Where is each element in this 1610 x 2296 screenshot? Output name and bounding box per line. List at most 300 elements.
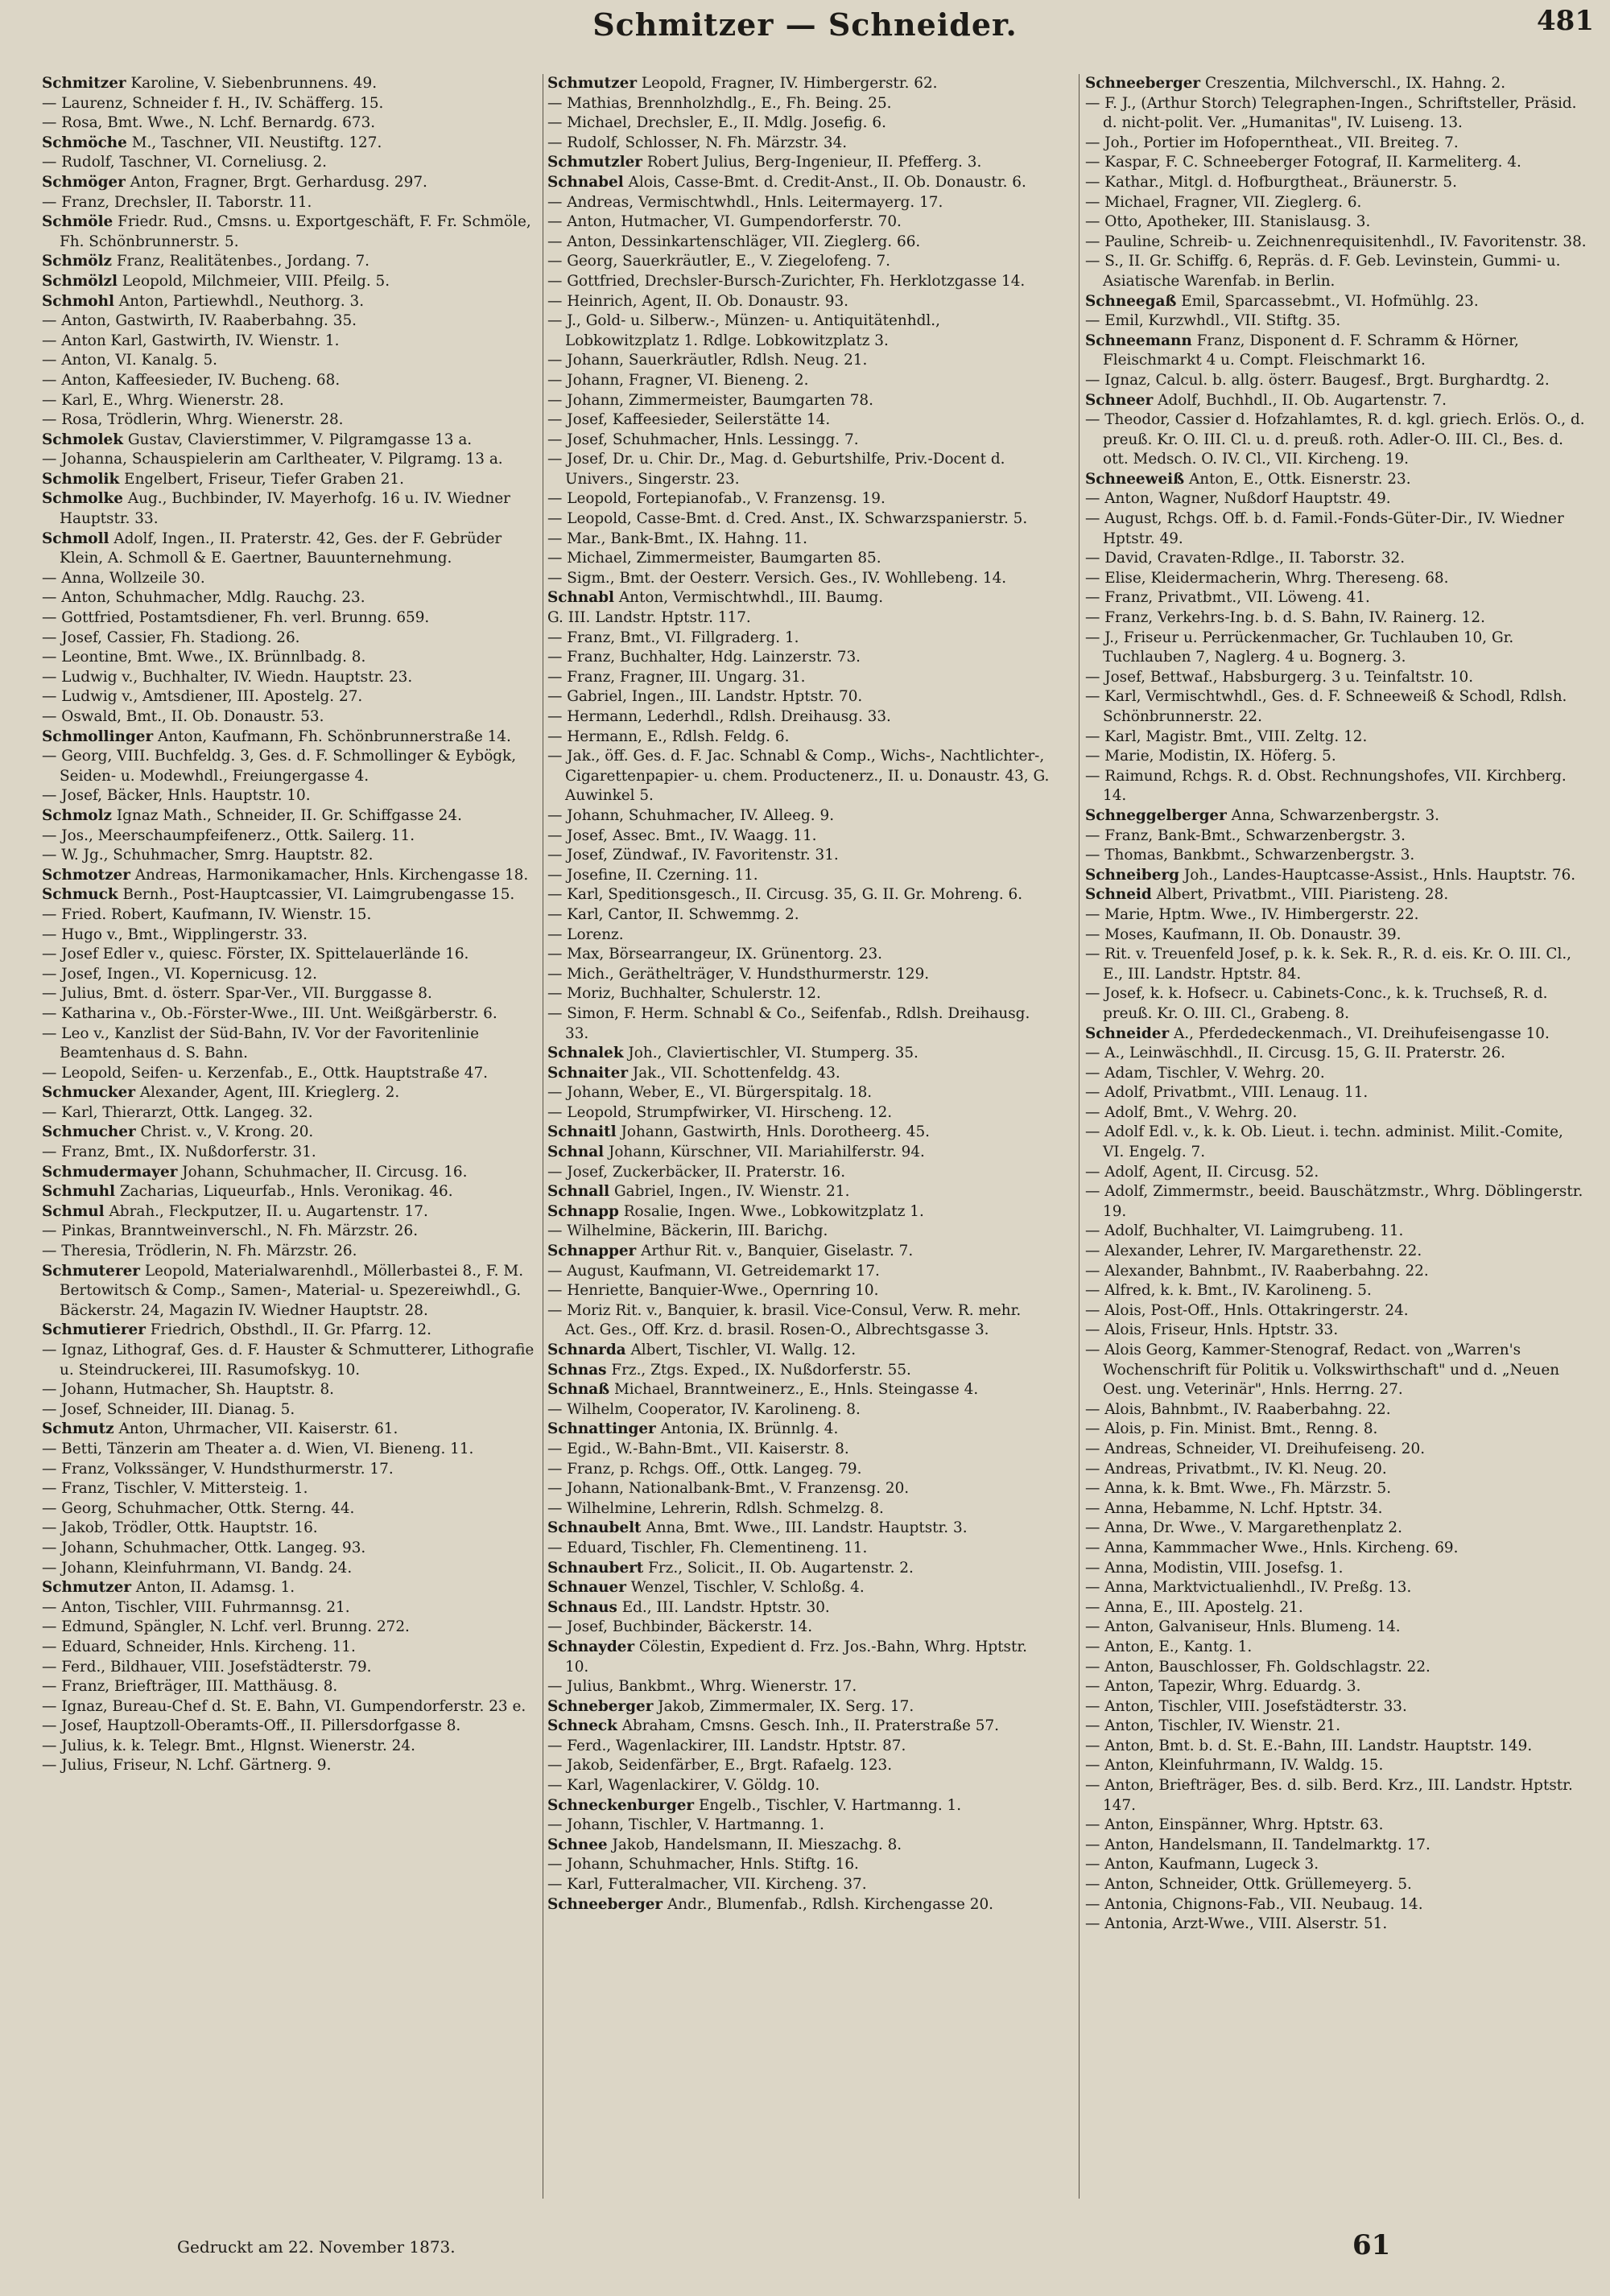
- entry-details: — Ludwig v., Buchhalter, IV. Wiedn. Hauptstr. 23.: [42, 668, 413, 686]
- entry-details: Johann, Kürschner, VII. Mariahilferstr. 94.: [604, 1144, 925, 1161]
- entry-details: — Moriz, Buchhalter, Schulerstr. 12.: [547, 985, 821, 1003]
- directory-entry: [547, 1836, 1050, 1856]
- entry-details: — Anton, Gastwirth, IV. Raaberbahng. 35.: [42, 312, 357, 330]
- directory-column-3: [1085, 74, 1587, 2166]
- entry-details: — Anton, Briefträger, Bes. d. silb. Berd. Krz., III. Landstr. Hptstr. 147.: [1085, 1777, 1573, 1814]
- directory-entry: [547, 1004, 1050, 1044]
- entry-details: — Leopold, Casse-Bmt. d. Cred. Anst., IX. Schwarzspanierstr. 5.: [547, 510, 1028, 528]
- directory-entry: [547, 153, 1050, 173]
- entry-details: — Julius, Friseur, N. Lchf. Gärtnerg. 9.: [42, 1757, 332, 1775]
- entry-details: — Josef, Hauptzoll-Oberamts-Off., II. Pillersdorfgasse 8.: [42, 1717, 461, 1735]
- directory-entry: [42, 1658, 544, 1678]
- entry-details: — Marie, Hptm. Wwe., IV. Himbergerstr. 22.: [1085, 905, 1419, 923]
- directory-entry: [547, 1677, 1050, 1697]
- directory-entry: [1085, 1083, 1587, 1103]
- entry-details: — Ignaz, Bureau-Chef d. St. E. Bahn, VI. Gumpendorferstr. 23 e.: [42, 1697, 526, 1715]
- entry-details: — Alois Georg, Kammer-Stenograf, Redact. von „Warren's Wochenschrift für Politik u. Volkswirthschaft" und d. „Neuen Oest. ung. Veterinär", Hnls. Herrng. 27.: [1085, 1342, 1560, 1399]
- entry-details: — Betti, Tänzerin am Theater a. d. Wien, VI. Bieneng. 11.: [42, 1440, 474, 1457]
- directory-entry: [42, 885, 544, 905]
- entry-surname: Schmutierer: [42, 1321, 146, 1339]
- entry-details: Jakob, Zimmermaler, IX. Serg. 17.: [653, 1697, 914, 1715]
- entry-surname: Schmolz: [42, 806, 113, 824]
- directory-entry: [547, 1875, 1050, 1895]
- directory-entry: [42, 252, 544, 272]
- directory-entry: [547, 489, 1050, 509]
- directory-entry: [42, 1182, 544, 1202]
- directory-entry: [547, 450, 1050, 489]
- directory-entry: [547, 410, 1050, 431]
- directory-entry: [1085, 1578, 1587, 1598]
- directory-entry: [547, 1440, 1050, 1460]
- directory-entry: [547, 1361, 1050, 1381]
- entry-details: — Karl, E., Whrg. Wienerstr. 28.: [42, 391, 284, 409]
- directory-entry: [42, 846, 544, 866]
- entry-details: — Alois, p. Fin. Minist. Bmt., Renng. 8.: [1085, 1420, 1378, 1438]
- entry-details: — Josef Edler v., quiesc. Förster, IX. Spittelauerlände 16.: [42, 946, 469, 963]
- directory-entry: [42, 391, 544, 411]
- entry-details: Gustav, Clavierstimmer, V. Pilgramgasse 13 a.: [123, 431, 473, 448]
- directory-entry: [42, 431, 544, 451]
- entry-details: — Ignaz, Lithograf, Ges. d. F. Hauster & Schmutterer, Lithografie u. Steindruckerei, III. Rasumofskyg. 10.: [42, 1342, 535, 1379]
- directory-entry: [547, 1895, 1050, 1915]
- directory-entry: [42, 728, 544, 748]
- directory-column-2: [547, 74, 1050, 2166]
- entry-details: Cölestin, Expedient d. Frz. Jos.-Bahn, Whrg. Hptstr. 10.: [565, 1638, 1027, 1676]
- entry-details: — Michael, Zimmermeister, Baumgarten 85.: [547, 550, 881, 567]
- entry-details: — Franz, Buchhalter, Hdg. Lainzerstr. 73.: [547, 649, 861, 666]
- directory-entry: [42, 113, 544, 134]
- directory-entry: [1085, 252, 1587, 291]
- directory-entry: [547, 1756, 1050, 1776]
- directory-entry: [1085, 1559, 1587, 1579]
- entry-details: — Michael, Drechsler, E., II. Mdlg. Josefig. 6.: [547, 114, 886, 132]
- directory-entry: [547, 292, 1050, 312]
- entry-surname: Schneggelberger: [1085, 806, 1227, 824]
- entry-details: Franz, Realitätenbes., Jordang. 7.: [112, 253, 369, 270]
- entry-details: — J., Gold- u. Silberw.-, Münzen- u. Antiquitätenhdl., Lobkowitzplatz 1. Rdlge. Lobkowitzplatz 3.: [547, 312, 940, 349]
- entry-details: Albert, Tischler, VI. Wallg. 12.: [625, 1342, 857, 1358]
- directory-entry: [1085, 1341, 1587, 1400]
- entry-surname: Schnalek: [547, 1045, 624, 1062]
- entry-surname: Schnaß: [547, 1381, 610, 1399]
- directory-entry: [1085, 728, 1587, 748]
- entry-details: — Katharina v., Ob.-Förster-Wwe., III. Unt. Weißgärberstr. 6.: [42, 1004, 497, 1022]
- directory-entry: [1085, 1499, 1587, 1519]
- entry-details: — Joh., Portier im Hofoperntheat., VII. Breiteg. 7.: [1085, 134, 1459, 151]
- entry-details: — Emil, Kurzwhdl., VII. Stiftg. 35.: [1085, 312, 1341, 330]
- directory-entry: [42, 1737, 544, 1757]
- directory-entry: [547, 925, 1050, 946]
- entry-surname: Schneeberger: [547, 1895, 663, 1913]
- directory-entry: [547, 1064, 1050, 1084]
- directory-entry: [547, 648, 1050, 668]
- directory-entry: [547, 1420, 1050, 1440]
- directory-entry: [547, 134, 1050, 154]
- directory-entry: [547, 1341, 1050, 1361]
- entry-details: — Johann, Fragner, VI. Bieneng. 2.: [547, 371, 809, 389]
- directory-entry: [1085, 292, 1587, 312]
- entry-surname: Schmollinger: [42, 728, 154, 745]
- directory-entry: [42, 292, 544, 312]
- entry-surname: Schnal: [547, 1144, 605, 1161]
- entry-details: Anton, Fragner, Brgt. Gerhardusg. 297.: [125, 173, 427, 191]
- entry-details: — Johann, Tischler, V. Hartmanng. 1.: [547, 1816, 824, 1834]
- directory-entry: [1085, 193, 1587, 213]
- entry-details: Friedr. Rud., Cmsns. u. Exportgeschäft, F. Fr. Schmöle, Fh. Schönbrunnerstr. 5.: [60, 213, 531, 250]
- entry-details: — Moriz Rit. v., Banquier, k. brasil. Vice-Consul, Verw. R. mehr. Act. Ges., Off. Krz. d. brasil. Rosen-O., Albrechtsgasse 3.: [547, 1301, 1022, 1339]
- entry-details: — Simon, F. Herm. Schnabl & Co., Seifenfab., Rdlsh. Dreihausg. 33.: [547, 1004, 1030, 1042]
- entry-details: — Adolf, Agent, II. Circusg. 52.: [1085, 1163, 1319, 1181]
- entry-surname: Schneegaß: [1085, 292, 1177, 310]
- directory-entry: [1085, 1816, 1587, 1836]
- directory-entry: [42, 866, 544, 886]
- directory-entry: [1085, 806, 1587, 826]
- directory-entry: [547, 272, 1050, 292]
- directory-entry: [547, 1242, 1050, 1262]
- entry-details: — Rosa, Trödlerin, Whrg. Wienerstr. 28.: [42, 411, 344, 429]
- entry-details: — Pauline, Schreib- u. Zeichnenrequisitenhdl., IV. Favoritenstr. 38.: [1085, 233, 1587, 250]
- entry-surname: Schnall: [547, 1183, 610, 1201]
- directory-entry: [1085, 925, 1587, 946]
- entry-details: — Andreas, Schneider, VI. Dreihufeiseng. 20.: [1085, 1440, 1426, 1457]
- directory-entry: [1085, 1103, 1587, 1123]
- directory-entry: [42, 470, 544, 490]
- entry-details: — Andreas, Privatbmt., IV. Kl. Neug. 20.: [1085, 1460, 1387, 1478]
- directory-entry: [1085, 846, 1587, 866]
- directory-entry: [547, 1737, 1050, 1757]
- directory-entry: [547, 1776, 1050, 1796]
- entry-details: — Anton, Kaffeesieder, IV. Bucheng. 68.: [42, 371, 341, 389]
- entry-details: — Ferd., Wagenlackirer, III. Landstr. Hptstr. 87.: [547, 1737, 906, 1754]
- directory-entry: [42, 1163, 544, 1183]
- directory-entry: [547, 846, 1050, 866]
- entry-surname: Schmolik: [42, 470, 120, 488]
- entry-details: — Alois, Friseur, Hnls. Hptstr. 33.: [1085, 1321, 1339, 1339]
- directory-entry: [1085, 549, 1587, 569]
- entry-details: — Anton, VI. Kanalg. 5.: [42, 352, 218, 369]
- directory-entry: [42, 1400, 544, 1420]
- directory-entry: [42, 1242, 544, 1262]
- directory-entry: [547, 233, 1050, 253]
- directory-entry: [547, 193, 1050, 213]
- directory-column-1: [42, 74, 544, 2166]
- directory-entry: [42, 272, 544, 292]
- entry-details: Aug., Buchbinder, IV. Mayerhofg. 16 u. IV. Wiedner Hauptstr. 33.: [60, 490, 510, 528]
- directory-entry: [42, 134, 544, 154]
- entry-details: — Alois, Bahnbmt., IV. Raaberbahng. 22.: [1085, 1400, 1391, 1418]
- entry-surname: Schmuck: [42, 886, 118, 904]
- entry-details: Rosalie, Ingen. Wwe., Lobkowitzplatz 1.: [618, 1202, 924, 1220]
- entry-details: — Georg, Schuhmacher, Ottk. Sterng. 44.: [42, 1499, 355, 1517]
- directory-entry: [42, 1341, 544, 1380]
- directory-entry: [1085, 984, 1587, 1024]
- entry-surname: Schnaubelt: [547, 1519, 642, 1537]
- entry-details: — Josef, Bäcker, Hnls. Hauptstr. 10.: [42, 787, 311, 805]
- entry-details: — Fried. Robert, Kaufmann, IV. Wienstr. 15.: [42, 905, 372, 923]
- directory-entry: [547, 212, 1050, 233]
- entry-details: — Karl, Magistr. Bmt., VIII. Zeltg. 12.: [1085, 728, 1368, 745]
- directory-entry: [42, 1460, 544, 1480]
- entry-details: — Marie, Modistin, IX. Höferg. 5.: [1085, 748, 1336, 765]
- entry-details: Leopold, Milchmeier, VIII. Pfeilg. 5.: [118, 272, 390, 290]
- directory-entry: [1085, 1717, 1587, 1737]
- directory-entry: [42, 1440, 544, 1460]
- entry-details: Michael, Branntweinerz., E., Hnls. Steingasse 4.: [609, 1381, 979, 1399]
- directory-entry: [1085, 1420, 1587, 1440]
- entry-details: — Josef, Buchbinder, Bäckerstr. 14.: [547, 1618, 813, 1636]
- entry-surname: Schmolke: [42, 490, 124, 508]
- entry-details: — Moses, Kaufmann, II. Ob. Donaustr. 39.: [1085, 925, 1402, 943]
- entry-details: — Johann, Sauerkräutler, Rdlsh. Neug. 21.: [547, 352, 868, 369]
- directory-entry: [42, 311, 544, 332]
- entry-details: Anna, Schwarzenbergstr. 3.: [1226, 806, 1440, 824]
- entry-details: — Heinrich, Agent, II. Ob. Donaustr. 93.: [547, 292, 849, 310]
- entry-details: — Johann, Zimmermeister, Baumgarten 78.: [547, 391, 873, 409]
- entry-details: Creszentia, Milchverschl., IX. Hahng. 2.: [1200, 75, 1506, 92]
- entry-details: — Adolf Edl. v., k. k. Ob. Lieut. i. techn. administ. Milit.-Comite, VI. Engelg. 7.: [1085, 1123, 1563, 1161]
- entry-details: — Raimund, Rchgs. R. d. Obst. Rechnungshofes, VII. Kirchberg. 14.: [1085, 767, 1567, 805]
- entry-surname: Schneeberger: [1085, 75, 1201, 92]
- directory-entry: [547, 94, 1050, 114]
- entry-details: — Leopold, Fortepianofab., V. Franzensg. 19.: [547, 490, 886, 508]
- directory-entry: [42, 668, 544, 688]
- entry-details: Karoline, V. Siebenbrunnens. 49.: [126, 75, 378, 92]
- entry-details: — Franz, Bmt., IX. Nußdorferstr. 31.: [42, 1144, 316, 1161]
- entry-surname: Schneeweiß: [1085, 470, 1185, 488]
- directory-entry: [42, 489, 544, 529]
- entry-surname: Schmutzer: [42, 1579, 132, 1597]
- entry-details: — Leo v., Kanzlist der Süd-Bahn, IV. Vor der Favoritenlinie Beamtenhaus d. S. Bahn.: [42, 1024, 479, 1062]
- entry-details: — Hermann, Lederhdl., Rdlsh. Dreihausg. 33.: [547, 708, 891, 725]
- directory-entry: [42, 1064, 544, 1084]
- entry-details: — Franz, Fragner, III. Ungarg. 31.: [547, 668, 806, 686]
- entry-surname: Schnee: [547, 1836, 608, 1853]
- entry-details: — Anton Karl, Gastwirth, IV. Wienstr. 1.: [42, 332, 340, 349]
- entry-surname: Schnaus: [547, 1598, 617, 1616]
- entry-details: — Georg, Sauerkräutler, E., V. Ziegelofeng. 7.: [547, 253, 890, 270]
- directory-entry: [547, 1578, 1050, 1598]
- entry-surname: Schmöle: [42, 213, 114, 231]
- directory-entry: [42, 965, 544, 985]
- directory-entry: [1085, 1064, 1587, 1084]
- entry-details: Zacharias, Liqueurfab., Hnls. Veronikag. 46.: [115, 1183, 453, 1201]
- entry-details: — Antonia, Chignons-Fab., VII. Neubaug. 14.: [1085, 1895, 1423, 1913]
- entry-details: — Johann, Schuhmacher, IV. Alleeg. 9.: [547, 806, 835, 824]
- directory-entry: [1085, 1618, 1587, 1638]
- directory-entry: [42, 1202, 544, 1222]
- directory-entry: [42, 1559, 544, 1579]
- entry-details: — Ludwig v., Amtsdiener, III. Apostelg. 27.: [42, 688, 363, 706]
- entry-details: — Rosa, Bmt. Wwe., N. Lchf. Bernardg. 673.: [42, 114, 376, 132]
- entry-details: — Johann, Hutmacher, Sh. Hauptstr. 8.: [42, 1381, 335, 1399]
- entry-details: — Anton, Schuhmacher, Mdlg. Rauchg. 23.: [42, 589, 365, 607]
- entry-details: — Adam, Tischler, V. Wehrg. 20.: [1085, 1064, 1325, 1082]
- directory-entry: [42, 1717, 544, 1737]
- directory-entry: [547, 1717, 1050, 1737]
- directory-entry: [1085, 311, 1587, 332]
- entry-details: — Franz, Bank-Bmt., Schwarzenbergstr. 3.: [1085, 826, 1406, 844]
- entry-details: — Josef, Assec. Bmt., IV. Waagg. 11.: [547, 826, 817, 844]
- directory-entry: [42, 826, 544, 847]
- directory-entry: [42, 1618, 544, 1638]
- directory-entry: [1085, 470, 1587, 490]
- directory-entry: [1085, 687, 1587, 727]
- entry-details: — Gabriel, Ingen., III. Landstr. Hptstr. 70.: [547, 688, 863, 706]
- directory-entry: [1085, 668, 1587, 688]
- directory-entry: [1085, 866, 1587, 886]
- directory-entry: [547, 1519, 1050, 1539]
- entry-details: — Josef, Dr. u. Chir. Dr., Mag. d. Geburtshilfe, Priv.-Docent d. Univers., Singerstr. 23.: [547, 451, 1005, 488]
- directory-entry: [42, 629, 544, 649]
- entry-details: — Josef, k. k. Hofsecr. u. Cabinets-Conc., k. k. Truchseß, R. d. preuß. Kr. O. III. Cl., Grabeng. 8.: [1085, 985, 1548, 1022]
- entry-details: — Franz, Briefträger, III. Matthäusg. 8.: [42, 1678, 338, 1696]
- entry-surname: Schmohl: [42, 292, 114, 310]
- entry-details: — Anna, Hebamme, N. Lchf. Hptstr. 34.: [1085, 1499, 1383, 1517]
- directory-entry: [42, 74, 544, 94]
- entry-details: Anton, Kaufmann, Fh. Schönbrunnerstraße 14.: [153, 728, 511, 745]
- entry-details: — Julius, k. k. Telegr. Bmt., Hlgnst. Wienerstr. 24.: [42, 1737, 415, 1754]
- entry-details: — Mathias, Brennholzhdlg., E., Fh. Being. 25.: [547, 94, 892, 112]
- directory-entry: [547, 431, 1050, 451]
- entry-details: — Anton, Einspänner, Whrg. Hptstr. 63.: [1085, 1816, 1384, 1834]
- entry-details: — Franz, Volkssänger, V. Hundsthurmerstr. 17.: [42, 1460, 394, 1478]
- directory-entry: [1085, 1301, 1587, 1321]
- entry-surname: Schneiberg: [1085, 866, 1180, 884]
- directory-entry: [1085, 233, 1587, 253]
- directory-entry: [1085, 1163, 1587, 1183]
- entry-details: — Karl, Wagenlackirer, V. Göldg. 10.: [547, 1777, 820, 1795]
- entry-surname: Schmolek: [42, 431, 124, 448]
- entry-details: — Leontine, Bmt. Wwe., IX. Brünnlbadg. 8.: [42, 649, 366, 666]
- directory-entry: [547, 371, 1050, 391]
- sheet-number: 61: [1352, 2229, 1391, 2261]
- directory-entry: [547, 1796, 1050, 1816]
- directory-entry: [547, 509, 1050, 530]
- entry-details: — Johann, Schuhmacher, Hnls. Stiftg. 16.: [547, 1856, 859, 1873]
- entry-details: — Franz, Privatbmt., VII. Löweng. 41.: [1085, 589, 1370, 607]
- directory-entry: [1085, 945, 1587, 984]
- directory-entry: [42, 1123, 544, 1143]
- directory-entry: [1085, 1182, 1587, 1222]
- directory-entry: [1085, 767, 1587, 806]
- entry-details: — Johann, Nationalbank-Bmt., V. Franzensg. 20.: [547, 1480, 910, 1498]
- page-number: 481: [1537, 5, 1594, 37]
- entry-details: — Anton, Wagner, Nußdorf Hauptstr. 49.: [1085, 490, 1391, 508]
- directory-entry: [547, 945, 1050, 965]
- directory-entry: [547, 1143, 1050, 1163]
- entry-surname: Schmucker: [42, 1084, 136, 1102]
- directory-entry: [42, 608, 544, 629]
- entry-details: — Andreas, Vermischtwhdl., Hnls. Leitermayerg. 17.: [547, 193, 943, 211]
- directory-entry: [1085, 1044, 1587, 1064]
- entry-surname: Schneck: [547, 1717, 617, 1735]
- directory-entry: [42, 925, 544, 946]
- directory-entry: [1085, 1756, 1587, 1776]
- directory-entry: [42, 1262, 544, 1321]
- entry-details: Robert Julius, Berg-Ingenieur, II. Pfefferg. 3.: [642, 154, 982, 171]
- entry-details: Adolf, Ingen., II. Praterstr. 42, Ges. der F. Gebrüder Klein, A. Schmoll & E. Gaertner, Bauunternehmung.: [60, 530, 502, 567]
- directory-entry: [1085, 332, 1587, 371]
- entry-details: Frz., Solicit., II. Ob. Augartenstr. 2.: [643, 1559, 914, 1577]
- directory-entry: [547, 629, 1050, 649]
- directory-entry: [1085, 1024, 1587, 1045]
- directory-entry: [1085, 1519, 1587, 1539]
- entry-details: M., Taschner, VII. Neustiftg. 127.: [126, 134, 382, 151]
- entry-details: Andr., Blumenfab., Rdlsh. Kirchengasse 20.: [663, 1895, 994, 1913]
- directory-entry: [547, 1697, 1050, 1717]
- entry-details: — Josef, Bettwaf., Habsburgerg. 3 u. Teinfaltstr. 10.: [1085, 668, 1474, 686]
- entry-details: — Karl, Thierarzt, Ottk. Langeg. 32.: [42, 1103, 313, 1121]
- entry-details: — Leopold, Seifen- u. Kerzenfab., E., Ottk. Hauptstraße 47.: [42, 1064, 489, 1082]
- directory-entry: [1085, 588, 1587, 608]
- directory-entry: [1085, 134, 1587, 154]
- directory-entry: [42, 153, 544, 173]
- entry-details: Anton, Uhrmacher, VII. Kaiserstr. 61.: [114, 1420, 398, 1438]
- entry-details: — Alfred, k. k. Bmt., IV. Karolineng. 5.: [1085, 1282, 1372, 1300]
- directory-entry: [1085, 1855, 1587, 1875]
- entry-details: — Karl, Futteralmacher, VII. Kircheng. 37.: [547, 1876, 867, 1894]
- entry-details: Anton, Partiewhdl., Neuthorg. 3.: [114, 292, 365, 310]
- entry-details: G. III. Landstr. Hptstr. 117.: [547, 609, 751, 627]
- directory-entry: [1085, 569, 1587, 589]
- entry-details: — Ignaz, Calcul. b. allg. österr. Baugesf., Brgt. Burghardtg. 2.: [1085, 371, 1550, 389]
- entry-details: Frz., Ztgs. Exped., IX. Nußdorferstr. 55.: [606, 1361, 911, 1379]
- entry-details: — Josefine, II. Czerning. 11.: [547, 866, 758, 884]
- entry-details: — Kathar., Mitgl. d. Hofburgtheat., Bräunerstr. 5.: [1085, 173, 1457, 191]
- entry-details: — Wilhelmine, Lehrerin, Rdlsh. Schmelzg. 8.: [547, 1499, 884, 1517]
- entry-details: — Johann, Schuhmacher, Ottk. Langeg. 93.: [42, 1539, 366, 1556]
- entry-details: — Mich., Geräthelträger, V. Hundsthurmerstr. 129.: [547, 965, 930, 983]
- directory-entry: [547, 885, 1050, 905]
- entry-details: Emil, Sparcassebmt., VI. Hofmühlg. 23.: [1176, 292, 1479, 310]
- directory-entry: [1085, 885, 1587, 905]
- directory-entry: [42, 1479, 544, 1499]
- entry-details: — Anton, Dessinkartenschläger, VII. Zieglerg. 66.: [547, 233, 921, 250]
- entry-details: — Jakob, Seidenfärber, E., Brgt. Rafaelg. 123.: [547, 1757, 893, 1775]
- directory-entry: [42, 1024, 544, 1064]
- entry-details: — W. Jg., Schuhmacher, Smrg. Hauptstr. 82.: [42, 847, 374, 864]
- directory-entry: [42, 1697, 544, 1717]
- entry-surname: Schmölzl: [42, 272, 118, 290]
- entry-details: — Adolf, Privatbmt., VIII. Lenaug. 11.: [1085, 1084, 1368, 1102]
- directory-entry: [42, 687, 544, 707]
- entry-details: Jak., VII. Schottenfeldg. 43.: [628, 1064, 840, 1082]
- entry-details: — Anton, Handelsmann, II. Tandelmarktg. 17.: [1085, 1836, 1430, 1853]
- entry-details: Gabriel, Ingen., IV. Wienstr. 21.: [609, 1183, 850, 1201]
- entry-details: — Wilhelmine, Bäckerin, III. Barichg.: [547, 1222, 828, 1240]
- directory-entry: [547, 608, 1050, 629]
- directory-entry: [1085, 1677, 1587, 1697]
- directory-entry: [42, 1638, 544, 1658]
- directory-entry: [42, 1578, 544, 1598]
- entry-details: — Anton, E., Kantg. 1.: [1085, 1638, 1253, 1655]
- directory-entry: [1085, 1400, 1587, 1420]
- entry-details: — Thomas, Bankbmt., Schwarzenbergstr. 3.: [1085, 847, 1415, 864]
- directory-entry: [42, 905, 544, 925]
- directory-entry: [547, 1083, 1050, 1103]
- entry-details: — Rudolf, Taschner, VI. Corneliusg. 2.: [42, 154, 328, 171]
- directory-entry: [1085, 1262, 1587, 1282]
- directory-entry: [547, 1638, 1050, 1677]
- entry-details: Anna, Bmt. Wwe., III. Landstr. Hauptstr. 3.: [641, 1519, 968, 1537]
- directory-entry: [547, 1222, 1050, 1242]
- entry-details: Alexander, Agent, III. Krieglerg. 2.: [135, 1084, 400, 1102]
- directory-entry: [547, 1855, 1050, 1875]
- entry-details: — Hermann, E., Rdlsh. Feldg. 6.: [547, 728, 790, 745]
- directory-entry: [42, 747, 544, 786]
- entry-surname: Schnabel: [547, 173, 624, 191]
- directory-entry: [1085, 1638, 1587, 1658]
